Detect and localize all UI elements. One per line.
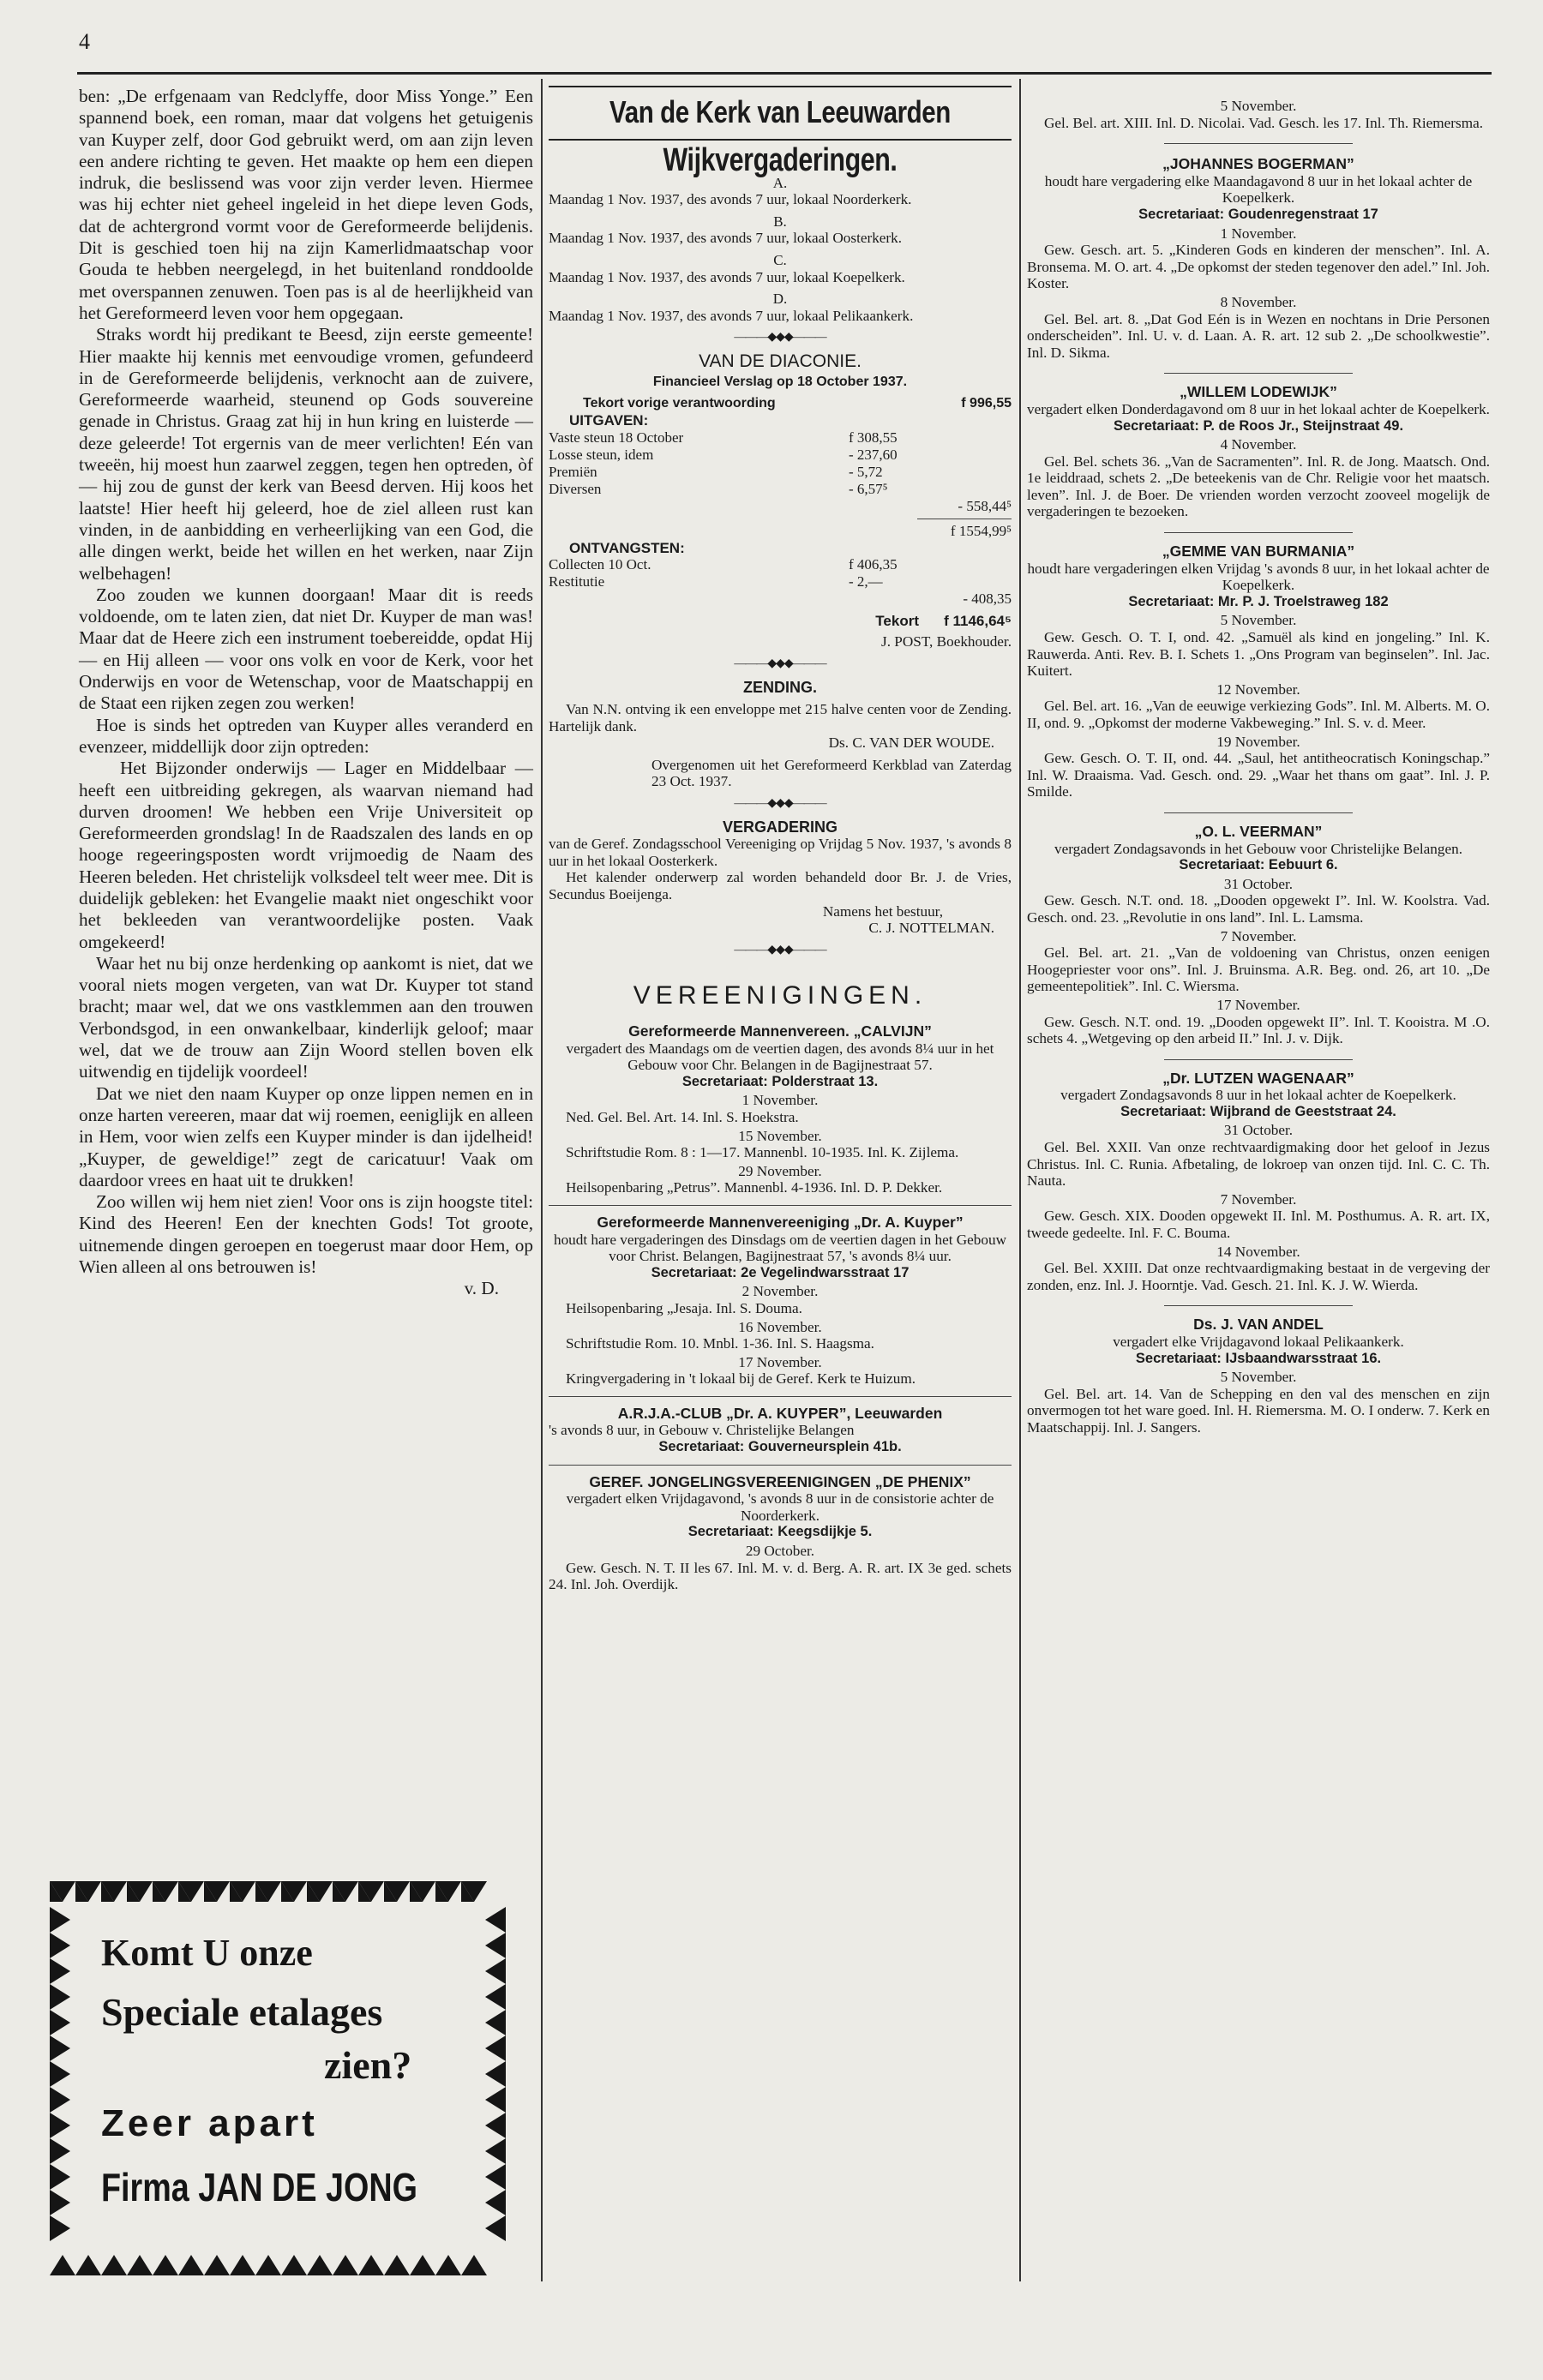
border-triangle: [50, 1933, 70, 1958]
vergadering-text: Het kalender onderwerp zal worden behandeld door Br. J. de Vries, Secundus Boeijenga.: [549, 869, 1012, 903]
border-triangle: [178, 2255, 204, 2275]
ledger-value: f 308,55: [849, 429, 898, 446]
ad-line-1: Komt U onze: [101, 1932, 313, 1974]
meeting-date: 2 November.: [741, 1283, 819, 1300]
article-paragraph: Het Bijzonder onderwijs — Lager en Middelbaar — heeft een uitbreiding gekregen, als waarvan niemand had durven droomen! We hebben een Vrije Universiteit op Gereformeerden grondslag! In de Raadszalen des lands en op hooge regeeringsposten wordt vrijmoedig de Naam des Heeren beleden. Het christelijk volksdeel telt weer mee. Dit is duidelijk gebleken: het Evangelie maakt niet ongeschikt voor het bekleeden van verantwoordelijke posten. Vaak omgekeerd!: [79, 758, 533, 952]
border-triangle: [50, 2035, 70, 2061]
club-title: „JOHANNES BOGERMAN”: [1162, 155, 1354, 173]
ledger-total: f 996,55: [961, 396, 1012, 411]
club-secretariat: Secretariaat: Keegsdijkje 5.: [687, 1524, 873, 1540]
ledger-label: Tekort vorige verantwoording: [583, 396, 776, 411]
meeting-topic: Schriftstudie Rom. 8 : 1—17. Mannenbl. 10-1935. Inl. K. Zijlema.: [566, 1144, 959, 1161]
club-text: vergadert des Maandags om de veertien dagen, des avonds 8¼ uur in het Gebouw voor Chr. Belangen in de Bagijnestraat 57.: [566, 1040, 994, 1074]
article-paragraph: Zoo zouden we kunnen doorgaan! Maar dit is reeds voldoende, om te laten zien, dat niet Dr. Kuyper de man was! Maar dat de Heere zich een instrument toebereidde, opdat Hij — en Hij alleen — voor ons volk en voor de Kerk, voor het Onderwijs en voor de Wetenschap, voor de Maatschappij en de Staat een rijken zegen zou werken!: [79, 584, 533, 714]
ledger-label: Collecten 10 Oct.: [549, 556, 651, 573]
source-note: Overgenomen uit het Gereformeerd Kerkblad van Zaterdag 23 Oct. 1937.: [651, 756, 1012, 790]
ledger-row: [549, 573, 1012, 591]
ledger-label: Diversen: [549, 480, 602, 497]
club-block: [1027, 1316, 1490, 1436]
border-triangle: [485, 2138, 506, 2164]
ornament-divider: ———◆◆◆———: [734, 797, 826, 811]
meeting-topic: Heilsopenbaring „Jesaja. Inl. S. Douma.: [566, 1299, 802, 1316]
signature: J. POST, Boekhouder.: [881, 633, 1012, 650]
club-text: vergadert elke Vrijdagavond lokaal Pelikaankerk.: [1113, 1334, 1404, 1350]
meeting-date: 7 November.: [1220, 927, 1297, 944]
border-triangle: [50, 1907, 70, 1933]
club-title: GEREF. JONGELINGSVEREENIGINGEN „DE PHENIX”: [589, 1472, 971, 1490]
ledger-total: f 1554,99⁵: [950, 522, 1012, 539]
signature: Namens het bestuur,: [822, 902, 943, 920]
wijk-item: [549, 252, 1012, 285]
ledger-label: Tekort: [875, 613, 919, 630]
border-triangle: [153, 2255, 178, 2275]
border-triangle: [485, 1958, 506, 1984]
club-secretariat: Secretariaat: Gouverneursplein 41b.: [658, 1439, 902, 1455]
vergadering-text: van de Geref. Zondagsschool Vereeniging op Vrijdag 5 Nov. 1937, 's avonds 8 uur in het lokaal Oosterkerk.: [549, 836, 1012, 869]
meeting-topic: Gel. Bel. art. 16. „Van de eeuwige verkiezing Gods”. Inl. M. Alberts. M. O. II, ond. 9. „Opkomst der moderne Vakbeweging.” Inl. S. v. d. Meer.: [1027, 698, 1490, 731]
club-secretariat: Secretariaat: Eebuurt 6.: [1179, 857, 1338, 873]
border-triangle: [204, 2255, 230, 2275]
meeting-topic: Gew. Gesch. N.T. ond. 19. „Dooden opgewekt II”. Inl. T. Kooistra. M .O. schets 4. „Wetgeving op den arbeid II.” Inl. J. v. Dijk.: [1027, 1013, 1490, 1047]
wijk-letter: B.: [773, 213, 787, 230]
border-triangle: [50, 2164, 70, 2190]
club-title: „O. L. VEERMAN”: [1194, 822, 1323, 840]
meeting-date: 17 November.: [1216, 996, 1300, 1013]
article-column: [79, 86, 533, 1300]
article-paragraph: Waar het nu bij onze herdenking op aankomt is niet, dat we vooral niets mogen vergeten, van wat Dr. Kuyper tot stand bracht; maar wel, dat we ons vastklemmen aan den trouwen Verbondsgod, in een onwankelbaar, kinderlijk geloof; maar wel, dat we de trouw aan Zijn Woord stellen boven elk uitwendig en tijdelijk voordeel!: [79, 952, 533, 1082]
border-triangle: [50, 1984, 70, 2010]
meeting-date: 5 November.: [1220, 1369, 1297, 1386]
meeting-topic: Gew. Gesch. XIX. Dooden opgewekt II. Inl. M. Posthumus. A. R. art. IX, tweede gedeelte. Inl. F. C. Bouma.: [1027, 1208, 1490, 1242]
wijk-text: Maandag 1 Nov. 1937, des avonds 7 uur, lokaal Pelikaankerk.: [549, 307, 914, 324]
club-text: vergadert Zondagsavonds in het Gebouw voor Christelijke Belangen.: [1054, 840, 1463, 857]
meeting-topic: Ned. Gel. Bel. Art. 14. Inl. S. Hoekstra.: [566, 1108, 799, 1125]
meeting-date: 1 November.: [741, 1092, 819, 1109]
meeting-date: 31 October.: [1223, 875, 1294, 892]
meeting-topic: Gew. Gesch. N.T. ond. 18. „Dooden opgewekt I”. Inl. W. Koolstra. Vad. Gesch. ond. 23. „Revolutie in ons land”. Inl. L. Lamsma.: [1027, 892, 1490, 926]
divider: [1164, 532, 1353, 533]
border-triangle: [50, 2190, 70, 2215]
zending-text: Van N.N. ontving ik een enveloppe met 215 halve centen voor de Zending. Hartelijk dank.: [549, 701, 1012, 734]
meeting-date: 7 November.: [1220, 1190, 1297, 1208]
signature: C. J. NOTTELMAN.: [868, 920, 994, 937]
border-triangle: [485, 2035, 506, 2061]
border-triangle: [50, 1958, 70, 1984]
ledger-value: - 5,72: [849, 463, 883, 480]
border-triangle: [281, 2255, 307, 2275]
meeting-topic: Gew. Gesch. art. 5. „Kinderen Gods en kinderen der menschen”. Inl. A. Bronsema. M. O. art. 4. „De opkomst der steden tegenover den adel.” Inl. Joh. Koster.: [1027, 242, 1490, 292]
border-triangle: [50, 2215, 70, 2241]
meeting-date: 31 October.: [1223, 1122, 1294, 1139]
ledger-row: [549, 395, 1012, 412]
border-triangle: [50, 2138, 70, 2164]
wijk-letter: D.: [772, 291, 788, 308]
divider: [1164, 1305, 1353, 1306]
meeting-topic: Gew. Gesch. N. T. II les 67. Inl. M. v. d. Berg. A. R. art. IX 3e ged. schets 24. Inl. Joh. Overdijk.: [549, 1559, 1012, 1593]
ledger-row: [549, 556, 1012, 573]
ledger-row: [549, 498, 1012, 515]
border-triangle: [461, 2255, 487, 2275]
club-block: [1027, 1070, 1490, 1307]
ornament-divider: ———◆◆◆———: [734, 943, 826, 956]
wijk-item: [549, 175, 1012, 208]
border-triangle: [230, 2255, 255, 2275]
ornament-divider: ———◆◆◆———: [734, 331, 826, 345]
border-triangle: [50, 2113, 70, 2138]
ledger-value: f 406,35: [849, 556, 898, 573]
club-text: vergadert elken Donderdagavond om 8 uur in het lokaal achter de Koepelkerk.: [1027, 400, 1490, 417]
club-secretariat: Secretariaat: Goudenregenstraat 17: [1138, 206, 1378, 222]
ledger-row: [549, 613, 1012, 630]
border-triangle: [485, 2010, 506, 2035]
club-title: Ds. J. VAN ANDEL: [1193, 1316, 1324, 1334]
meeting-topic: Gel. Bel. art. 14. Van de Schepping en den val des menschen en zijn onvermogen tot het ware goed. Inl. H. Riemersma. M. O. I onderw. 7. Kerk en Maatschappij. Inl. J. Sangers.: [1027, 1385, 1490, 1436]
ledger-value: - 237,60: [849, 446, 898, 463]
advertisement: [50, 1881, 506, 2275]
club-text: vergadert elken Vrijdagavond, 's avonds 8 uur in de consistorie achter de Noorderkerk.: [566, 1490, 994, 1524]
border-triangle: [485, 2061, 506, 2087]
column-divider: [1019, 79, 1021, 2281]
meeting-date: 15 November.: [738, 1127, 822, 1144]
club-secretariat: Secretariaat: Wijbrand de Geeststraat 24.: [1120, 1103, 1396, 1119]
club-secretariat: Secretariaat: Polderstraat 13.: [681, 1073, 879, 1089]
meeting-topic: Gel. Bel. schets 36. „Van de Sacramenten”. Inl. R. de Jong. Maatsch. Ond. 1e leiddraad, schets 2. „De beteekenis van de Chr. Religie voor het maatsch. leven”. Inl. J. de Boer. De vrienden worden verzocht zooveel mogelijk de vergaderingen te bezoeken.: [1027, 453, 1490, 520]
column-divider: [541, 79, 543, 2281]
border-triangle: [485, 1933, 506, 1958]
border-triangle: [75, 2255, 101, 2275]
meeting-topic: Gel. Bel. art. 21. „Van de voldoening van Christus, onzen eenigen Hoogepriester voor ons”. Inl. J. Bruinsma. A.R. Beg. ond. 26, art 10. „De gemeentepolitiek”. Inl. C. Wiersma.: [1027, 944, 1490, 995]
ledger-value: - 6,57⁵: [849, 480, 888, 497]
top-rule: [77, 72, 1492, 75]
article-paragraph: Dat we niet den naam Kuyper op onze lippen nemen en in onze harten vereeren, maar dat wij roemen, eeniglijk en alleen in Hem, voor wien zelfs een Kuyper minder is dan ijdelheid! „Kuyper, de geweldige!” zegt de caricatuur! Vaak om daardoor vrees en haat uit te drukken!: [79, 1082, 533, 1190]
signature: Ds. C. VAN DER WOUDE.: [828, 734, 994, 752]
meeting-date: 1 November.: [1220, 225, 1297, 242]
diaconie-subheading: Financieel Verslag op 18 October 1937.: [652, 374, 908, 389]
church-news-column: [549, 86, 1012, 1593]
wijk-letter: A.: [772, 174, 788, 191]
ad-line-4: Zeer apart: [101, 2102, 318, 2144]
ledger-row: [549, 429, 1012, 447]
ad-line-2: Speciale etalages: [101, 1990, 383, 2034]
meeting-topic: Kringvergadering in 't lokaal bij de Geref. Kerk te Huizum.: [566, 1370, 916, 1388]
ledger-value: - 2,—: [849, 573, 883, 591]
diaconie-heading: VAN DE DIACONIE.: [699, 351, 862, 371]
club-block: [1027, 384, 1490, 533]
border-triangle: [50, 2010, 70, 2035]
ledger-label: Losse steun, idem: [549, 446, 654, 463]
border-triangle: [50, 2061, 70, 2087]
meeting-date: 5 November.: [1220, 98, 1297, 114]
club-block: [1027, 543, 1490, 813]
border-triangle: [485, 2190, 506, 2215]
club-text: 's avonds 8 uur, in Gebouw v. Christelijke Belangen: [549, 1422, 855, 1439]
border-triangle: [50, 2255, 75, 2275]
article-paragraph: ben: „De erfgenaam van Redclyffe, door Miss Yonge.” Een spannend boek, een roman, maar dat volgens het getuigenis van Kuyper zelf, door God gebruikt werd, om aan zijn leven een andere richting te geven. Het maakte op hem een diepen indruk, die beslissend was voor zijn verder leven. Hiermee was hij echter niet geheel ingeleid in het diepe leven Gods, dat de achtergrond vormt voor de Gereformeerde belijdenis. Dit is geschied toen hij na zijn Kamerlidmaatschap voor Gouda te hebben neergelegd, in het buitenland ronddoolde met overspannen zenuwen. Toen pas is al de heerlijkheid van het Gereformeerd leven voor hem opgegaan.: [79, 86, 533, 323]
meeting-topic: Gew. Gesch. O. T. II, ond. 44. „Saul, het antitheocratisch Koningschap.” Inl. W. Draaisma. Vad. Gesch. ond. 29. „Waar het thans om gaat”. Inl. J. P. Smilde.: [1027, 750, 1490, 800]
border-triangle: [101, 2255, 127, 2275]
meeting-date: 12 November.: [1216, 680, 1300, 698]
border-triangle: [485, 1984, 506, 2010]
meeting-date: 4 November.: [1220, 436, 1297, 453]
wijk-item: [549, 291, 1012, 324]
ledger-label: Vaste steun 18 October: [549, 429, 684, 446]
border-triangle: [333, 2255, 358, 2275]
ontvangsten-heading: ONTVANGSTEN:: [569, 539, 685, 556]
ledger-label: Restitutie: [549, 573, 605, 591]
page-number: 4: [79, 29, 90, 54]
ledger-row: [549, 523, 1012, 540]
club-title: Gereformeerde Mannenvereeniging „Dr. A. Kuyper”: [597, 1213, 964, 1231]
club-text: houdt hare vergadering elke Maandagavond 8 uur in het lokaal achter de Koepelkerk.: [1044, 172, 1473, 207]
meeting-date: 29 November.: [738, 1162, 822, 1179]
ledger-row: [549, 481, 1012, 498]
club-secretariat: Secretariaat: 2e Vegelindwarsstraat 17: [651, 1264, 910, 1280]
club-secretariat: Secretariaat: Mr. P. J. Troelstraweg 182: [1128, 593, 1389, 609]
club-title: „GEMME VAN BURMANIA”: [1162, 543, 1355, 561]
border-triangle: [485, 2087, 506, 2113]
border-triangle: [485, 1907, 506, 1933]
meeting-topic: Heilsopenbaring „Petrus”. Mannenbl. 4-1936. Inl. D. P. Dekker.: [566, 1179, 943, 1196]
zending-heading: ZENDING.: [742, 678, 817, 696]
border-triangle: [255, 2255, 281, 2275]
border-triangle: [384, 2255, 410, 2275]
club-text: vergadert Zondagsavonds 8 uur in het lokaal achter de Koepelkerk.: [1060, 1087, 1456, 1104]
meeting-topic: Gel. Bel. art. XIII. Inl. D. Nicolai. Vad. Gesch. les 17. Inl. Th. Riemersma.: [1044, 114, 1484, 131]
divider: [1164, 373, 1353, 374]
vergadering-heading: VERGADERING: [722, 818, 838, 836]
wijk-item: [549, 213, 1012, 247]
meeting-topic: Gel. Bel. art. 8. „Dat God Eén is in Wezen en nochtans in Drie Personen onderscheiden”. Inl. U. v. d. Laan. A. R. art. 12 sub 2. „De schoolkwestie”. Inl. D. Sikma.: [1027, 310, 1490, 361]
club-secretariat: Secretariaat: P. de Roos Jr., Steijnstraat 49.: [1113, 417, 1404, 434]
meeting-topic: Gel. Bel. XXIII. Dat onze rechtvaardigmaking bestaat in de vergeving der zonden, enz. Inl. J. Hoorntje. Vad. Gesch. 21. Inl. K. J. W. Wierda.: [1027, 1260, 1490, 1293]
ledger-total: - 408,35: [963, 591, 1012, 608]
wijk-text: Maandag 1 Nov. 1937, des avonds 7 uur, lokaal Noorderkerk.: [549, 191, 912, 208]
meeting-date: 8 November.: [1220, 293, 1297, 310]
border-triangle: [358, 2255, 384, 2275]
club-block: [1027, 156, 1490, 374]
ledger-row: [549, 447, 1012, 464]
meeting-topic: Gel. Bel. XXII. Van onze rechtvaardigmaking door het geloof in Jezus Christus. Inl. C. Runia. Afbetaling, de lokroep van onzen tijd. Inl. C. C. Th. Nauta.: [1027, 1139, 1490, 1190]
ledger-label: Premiën: [549, 463, 597, 480]
club-secretariat: Secretariaat: IJsbaandwarsstraat 16.: [1135, 1350, 1382, 1366]
meeting-topic: Gew. Gesch. O. T. I, ond. 42. „Samuël als kind en jongeling.” Inl. K. Rauwerda. Anti. Rev. B. I. Schets 1. „Ons Program van beginselen”. Inl. Jac. Kuitert.: [1027, 629, 1490, 680]
section-heading: Wijkvergaderingen.: [663, 142, 898, 178]
club-text: houdt hare vergaderingen elken Vrijdag 's avonds 8 uur, in het lokaal achter de Koepelkerk.: [1027, 560, 1490, 594]
border-triangle: [485, 2113, 506, 2138]
article-signature: v. D.: [464, 1278, 499, 1299]
club-text: houdt hare vergaderingen des Dinsdags om de veertien dagen in het Gebouw voor Christ. Belangen, Bagijnestraat 57, 's avonds 8¼ uur.: [553, 1231, 1007, 1265]
ledger-total: f 1146,64⁵: [944, 613, 1012, 630]
meeting-date: 29 October.: [745, 1543, 815, 1560]
ledger-row: [549, 464, 1012, 481]
masthead: Van de Kerk van Leeuwarden: [609, 94, 951, 129]
border-triangle: [50, 2087, 70, 2113]
article-paragraph: Straks wordt hij predikant te Beesd, zijn eerste gemeente! Hier maakte hij kennis met eenvoudige vromen, gefundeerd in de Gereformeerde belijdenis, verknocht aan de zuivere, Gereformeerde waarheid, steunend op Gods souvereine genade in Christus. Graag zat hij in hun kring en luisterde — deze geleerde! Tot ergernis van de meer verlichten! Eén van tweeën, hij moest hun zaarwel zeggen, tegen hen optreden, òf — hij zou de gunst der kerk van Beesd derven. Hij koos het laatste! Hier heeft hij geleerd, hoe de ziel alleen rust kan vinden, in de aanbidding en verheerlijking van een God, die alle dingen werkt, beide het willen en het werken, naar Zijn welbehagen!: [79, 324, 533, 584]
meeting-date: 17 November.: [738, 1353, 822, 1370]
ledger-total: - 558,44⁵: [958, 497, 1012, 514]
wijk-text: Maandag 1 Nov. 1937, des avonds 7 uur, lokaal Koepelkerk.: [549, 268, 905, 285]
article-paragraph: Zoo willen wij hem niet zien! Voor ons is zijn hoogste titel: Kind des Heeren! Een der knechten Gods! Tot groote, uitnemende dingen geroepen en toegerust maar door Hem, op Wien alleen al ons betrouwen is!: [79, 1191, 533, 1278]
border-triangle: [485, 2215, 506, 2241]
ornament-divider: ———◆◆◆———: [734, 656, 826, 670]
ad-line-3: zien?: [324, 2043, 412, 2087]
article-paragraph: Hoe is sinds het optreden van Kuyper alles veranderd en evenzeer, middellijk door zijn optreden:: [79, 714, 533, 757]
club-title: „Dr. LUTZEN WAGENAAR”: [1162, 1069, 1354, 1087]
border-triangle: [410, 2255, 435, 2275]
clubs-column: [1027, 96, 1490, 1436]
meeting-date: 5 November.: [1220, 612, 1297, 629]
section-heading: VEREENIGINGEN.: [633, 981, 928, 1010]
meeting-date: 16 November.: [738, 1318, 822, 1335]
meeting-date: 19 November.: [1216, 733, 1300, 750]
wijk-text: Maandag 1 Nov. 1937, des avonds 7 uur, lokaal Oosterkerk.: [549, 230, 903, 247]
divider: [1164, 1059, 1353, 1060]
border-triangle: [307, 2255, 333, 2275]
ledger-row: [549, 591, 1012, 608]
club-title: A.R.J.A.-CLUB „Dr. A. KUYPER”, Leeuwarden: [617, 1404, 943, 1422]
club-title: „WILLEM LODEWIJK”: [1180, 383, 1337, 401]
border-triangle: [127, 2255, 153, 2275]
uitgaven-heading: UITGAVEN:: [569, 412, 649, 429]
divider: [1164, 812, 1353, 813]
border-triangle: [485, 2164, 506, 2190]
meeting-topic: Schriftstudie Rom. 10. Mnbl. 1-36. Inl. S. Haagsma.: [566, 1335, 874, 1352]
border-triangle: [435, 2255, 461, 2275]
club-block: [1027, 824, 1490, 1060]
wijk-letter: C.: [773, 251, 787, 268]
club-title: Gereformeerde Mannenvereen. „CALVIJN”: [628, 1022, 932, 1040]
ad-line-5: Firma JAN DE JONG: [101, 2165, 417, 2209]
meeting-date: 14 November.: [1216, 1243, 1300, 1260]
